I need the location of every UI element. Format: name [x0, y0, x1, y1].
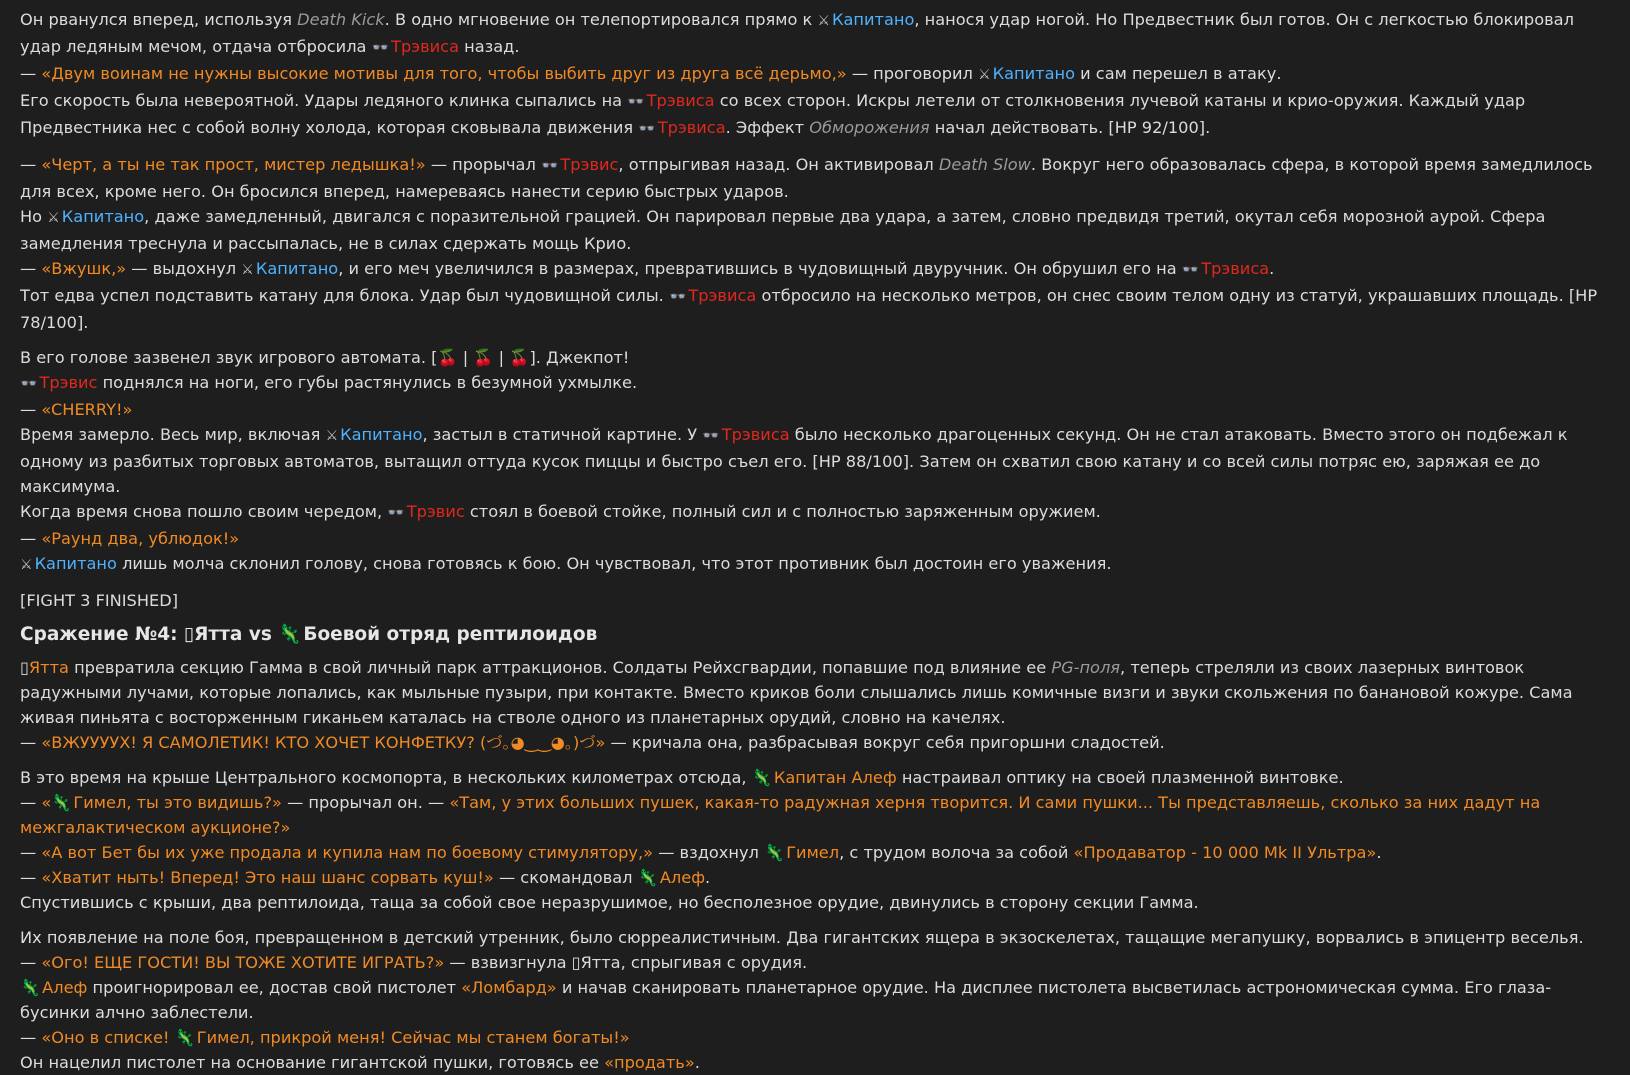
character-gimel: Гимел: [196, 1028, 250, 1047]
text: , застыл в статичной картине. У: [422, 425, 703, 444]
lizard-icon: 🦎: [174, 1028, 195, 1047]
text: [FIGHT 3 FINISHED]: [20, 591, 179, 610]
text: .: [1269, 259, 1275, 278]
text: — кричала она, разбрасывая вокруг себя пригоршни сладостей.: [605, 733, 1165, 752]
character-travis: Трэвиса: [1201, 259, 1270, 278]
character-alef: Алеф: [659, 868, 706, 887]
character-travis: Трэвис: [406, 502, 465, 521]
paragraph: [20, 397, 1610, 422]
text: —: [20, 953, 42, 972]
character-alef: Капитан Алеф: [773, 768, 897, 787]
text: — скомандовал: [493, 868, 638, 887]
text: , с трудом волоча за собой: [839, 843, 1074, 862]
text: Когда время снова пошло своим чередом,: [20, 502, 388, 521]
character-travis: Трэвиса: [688, 286, 757, 305]
character-yatta: Ятта: [580, 953, 621, 972]
text: Их появление на поле боя, превращенном в детский утренник, было сюрреалистичным. Два гигантских ящера в экзоскелетах, тащащие мегапушку, ворвались в эпицентр веселья.: [20, 928, 1584, 947]
paragraph: [20, 730, 1610, 755]
paragraph: [20, 499, 1610, 526]
text: —: [20, 843, 42, 862]
paragraph: [20, 925, 1610, 950]
paragraph: [20, 890, 1610, 915]
glasses-icon: 👓: [702, 428, 720, 444]
glasses-icon: 👓: [540, 158, 559, 174]
speech: «ВЖУУУУХ! Я САМОЛЕТИК! КТО ХОЧЕТ КОНФЕТКУ? (づ｡◕‿‿◕｡)づ»: [41, 733, 606, 752]
text: —: [20, 155, 42, 174]
character-travis: Трэвиса: [657, 118, 726, 137]
text: .: [694, 1053, 700, 1072]
text: Ятта vs: [194, 624, 279, 645]
character-kapitano: Капитано: [255, 259, 339, 278]
paragraph: [20, 865, 1610, 890]
speech: «Оно в списке!: [41, 1028, 175, 1047]
character-alef: Алеф: [42, 978, 88, 997]
paragraph: [20, 1025, 1610, 1050]
text: — вздохнул: [653, 843, 765, 862]
character-kapitano: Капитано: [61, 207, 145, 226]
speech: «Раунд два, ублюдок!»: [41, 529, 240, 548]
text: —: [20, 793, 42, 812]
speech: «Там, у этих больших пушек, какая-то радужная херня творится. И сами пушки... Ты представляешь, сколько за них дадут на межгалактическом аукционе?»: [20, 793, 1541, 837]
skill-name: Death Kick: [297, 10, 385, 29]
text: |: [457, 348, 474, 367]
text: —: [20, 733, 42, 752]
text: — выдохнул: [126, 259, 242, 278]
text: , даже замедленный, двигался с поразительной грацией. Он парировал первые два удара, а затем, словно предвидя третий, окутал себя морозной аурой. Сфера замедления треснула и рассыпалась, не в силах сдержать мощь Крио.: [20, 207, 1546, 253]
lizard-icon: 🦎: [20, 978, 41, 997]
character-travis: Трэвис: [39, 373, 98, 392]
paragraph: [20, 7, 1610, 61]
glasses-icon: 👓: [627, 94, 645, 110]
glasses-icon: 👓: [387, 505, 405, 521]
missing-glyph-icon: ▯: [20, 658, 29, 677]
paragraph: [20, 88, 1610, 142]
paragraph: [20, 422, 1610, 499]
character-gimel: Гимел: [786, 843, 840, 862]
lizard-icon: 🦎: [278, 624, 302, 645]
lizard-icon: 🦎: [764, 843, 785, 862]
speech: «Черт, а ты не так прост, мистер ледышка!»: [41, 155, 426, 174]
paragraph: [20, 370, 1610, 397]
cherry-icon: 🍒: [473, 348, 494, 367]
text: и начав сканировать планетарное орудие. На дисплее пистолета высветилась астрономическая сумма. Его глаза-бусинки алчно заблестели.: [20, 978, 1552, 1022]
text: . Эффект: [725, 118, 810, 137]
text: и сам перешел в атаку.: [1074, 64, 1282, 83]
text: Но: [20, 207, 48, 226]
cherry-icon: 🍒: [509, 348, 530, 367]
text: —: [20, 868, 42, 887]
speech: «Двум воинам не нужны высокие мотивы для того, чтобы выбить друг из друга всё дерьмо,»: [41, 64, 847, 83]
glasses-icon: 👓: [668, 289, 687, 305]
speech: «Хватит ныть! Вперед! Это наш шанс сорвать куш!»: [41, 868, 494, 887]
character-kapitano: Капитано: [340, 425, 423, 444]
glasses-icon: 👓: [1181, 262, 1200, 278]
text: , отпрыгивая назад. Он активировал: [618, 155, 939, 174]
missing-glyph-icon: ▯: [571, 953, 581, 972]
speech: , прикрой меня! Сейчас мы станем богаты!»: [249, 1028, 630, 1047]
speech: «Ого! ЕЩЕ ГОСТИ! ВЫ ТОЖЕ ХОТИТЕ ИГРАТЬ?»: [41, 953, 445, 972]
paragraph: [20, 840, 1610, 865]
swords-icon: ⚔: [325, 428, 339, 444]
text: отбросило на несколько метров, он снес своим телом одну из статуй, украшавших площадь. [HP 78/100].: [20, 286, 1598, 332]
text: Спустившись с крыши, два рептилоида, таща за собой свое неразрушимое, но бесполезное орудие, двинулись в сторону секции Гамма.: [20, 893, 1199, 912]
character-kapitano: Капитано: [34, 554, 117, 573]
effect-name: Обморожения: [809, 118, 930, 137]
text: Сражение №4:: [20, 624, 184, 645]
character-travis: Трэвиса: [721, 425, 790, 444]
lizard-icon: 🦎: [637, 868, 658, 887]
text: , и его меч увеличился в размерах, превратившись в чудовищный двуручник. Он обрушил его на: [338, 259, 1182, 278]
character-kapitano: Капитано: [832, 10, 915, 29]
paragraph: [20, 204, 1610, 256]
text: , теперь стреляли из своих лазерных винтовок радужными лучами, которые лопались, как мыльные пузыри, при контакте. Вместо криков боли слышались лишь комичные визги и звуки скольжения по банановой кожуре. Сама живая пиньята с восторженным гиканьем каталась на стволе одного из планетарных орудий, словно на качелях.: [20, 658, 1573, 727]
paragraph: [20, 1050, 1610, 1075]
paragraph: [20, 655, 1610, 730]
text: —: [20, 529, 42, 548]
text: , спрыгивая с орудия.: [620, 953, 808, 972]
glasses-icon: 👓: [638, 121, 656, 137]
text: —: [20, 1028, 42, 1047]
text: — проговорил: [846, 64, 979, 83]
text: . Вокруг него образовалась сфера, в которой время замедлилось для всех, кроме него. Он бросился вперед, намереваясь нанести серию быстрых ударов.: [20, 155, 1593, 201]
text: Тот едва успел подставить катану для блока. Удар был чудовищной силы.: [20, 286, 669, 305]
text: —: [20, 259, 42, 278]
item-name: «Ломбард»: [461, 978, 557, 997]
speech: «: [41, 793, 52, 812]
swords-icon: ⚔: [978, 67, 991, 83]
paragraph: [20, 345, 1610, 370]
text: .: [705, 868, 711, 887]
fight-finished-marker: [20, 588, 1610, 613]
cherry-icon: 🍒: [437, 348, 458, 367]
text: .: [1376, 843, 1382, 862]
speech: «Вжушк,»: [41, 259, 127, 278]
text: было несколько драгоценных секунд. Он не стал атаковать. Вместо этого он подбежал к одному из разбитых торговых автоматов, вытащил оттуда кусок пиццы и быстро съел его. [HP 88/100]. Затем он схватил свою катану и со всей силы потряс ею, заряжая ее до максимума.: [20, 425, 1568, 496]
speech: Гимел, ты это видишь?»: [73, 793, 282, 812]
swords-icon: ⚔: [817, 13, 830, 29]
section-heading: [20, 621, 1610, 649]
glasses-icon: 👓: [371, 40, 390, 56]
character-kapitano: Капитано: [992, 64, 1075, 83]
text: —: [20, 64, 42, 83]
text: —: [20, 400, 42, 419]
text: начал действовать. [HP 92/100].: [929, 118, 1211, 137]
text: , нанося удар ногой. Но Предвестник был готов. Он с легкостью блокировал удар ледяным мечом, отдача отбросила: [20, 10, 1574, 56]
character-travis: Трэвис: [560, 155, 619, 174]
item-name: «Продаватор - 10 000 Mk II Ультра»: [1073, 843, 1377, 862]
text: Его скорость была невероятной. Удары ледяного клинка сыпались на: [20, 91, 628, 110]
character-travis: Трэвиса: [646, 91, 715, 110]
paragraph: [20, 975, 1610, 1025]
speech: «А вот Бет бы их уже продала и купила нам по боевому стимулятору,»: [41, 843, 654, 862]
lizard-icon: 🦎: [751, 768, 772, 787]
skill-name: Death Slow: [938, 155, 1031, 174]
text: настраивал оптику на своей плазменной винтовке.: [896, 768, 1344, 787]
paragraph: [20, 526, 1610, 551]
text: ]. Джекпот!: [529, 348, 630, 367]
speech: «продать»: [604, 1053, 695, 1072]
paragraph: [20, 283, 1610, 335]
paragraph: [20, 152, 1610, 204]
paragraph: [20, 950, 1610, 975]
paragraph: [20, 551, 1610, 578]
paragraph: [20, 256, 1610, 283]
glasses-icon: 👓: [20, 376, 38, 392]
text: со всех сторон. Искры летели от столкновения лучевой катаны и крио-оружия. Каждый удар Предвестника нес с собой волну холода, которая сковывала движения: [20, 91, 1526, 137]
character-yatta: Ятта: [28, 658, 69, 677]
missing-glyph-icon: ▯: [183, 624, 195, 645]
text: лишь молча склонил голову, снова готовясь к бою. Он чувствовал, что этот противник был достоин его уважения.: [116, 554, 1112, 573]
text: — прорычал: [425, 155, 541, 174]
text: Время замерло. Весь мир, включая: [20, 425, 326, 444]
swords-icon: ⚔: [20, 557, 33, 573]
lizard-icon: 🦎: [51, 793, 72, 812]
text: назад.: [459, 37, 520, 56]
text: В его голове зазвенел звук игрового автомата. [: [20, 348, 438, 367]
text: — взвизгнула: [444, 953, 572, 972]
swords-icon: ⚔: [241, 262, 254, 278]
text: Боевой отряд рептилоидов: [303, 624, 598, 645]
speech: «CHERRY!»: [41, 400, 133, 419]
swords-icon: ⚔: [47, 210, 60, 226]
character-travis: Трэвиса: [391, 37, 459, 56]
text: — прорычал он. —: [281, 793, 450, 812]
text: проигнорировал ее, достав свой пистолет: [87, 978, 462, 997]
text: Он рванулся вперед, используя: [20, 10, 298, 29]
text: поднялся на ноги, его губы растянулись в безумной ухмылке.: [97, 373, 638, 392]
paragraph: [20, 61, 1610, 88]
paragraph: [20, 765, 1610, 790]
text: превратила секцию Гамма в свой личный парк аттракционов. Солдаты Рейхсгвардии, попавшие под влияние ее: [68, 658, 1052, 677]
effect-name: PG-поля: [1051, 658, 1121, 677]
text: . В одно мгновение он телепортировался прямо к: [384, 10, 818, 29]
text: В это время на крыше Центрального космопорта, в нескольких километрах отсюда,: [20, 768, 752, 787]
paragraph: [20, 790, 1610, 840]
text: Он нацелил пистолет на основание гигантской пушки, готовясь ее: [20, 1053, 605, 1072]
text: стоял в боевой стойке, полный сил и с полностью заряженным оружием.: [464, 502, 1101, 521]
text: |: [493, 348, 510, 367]
